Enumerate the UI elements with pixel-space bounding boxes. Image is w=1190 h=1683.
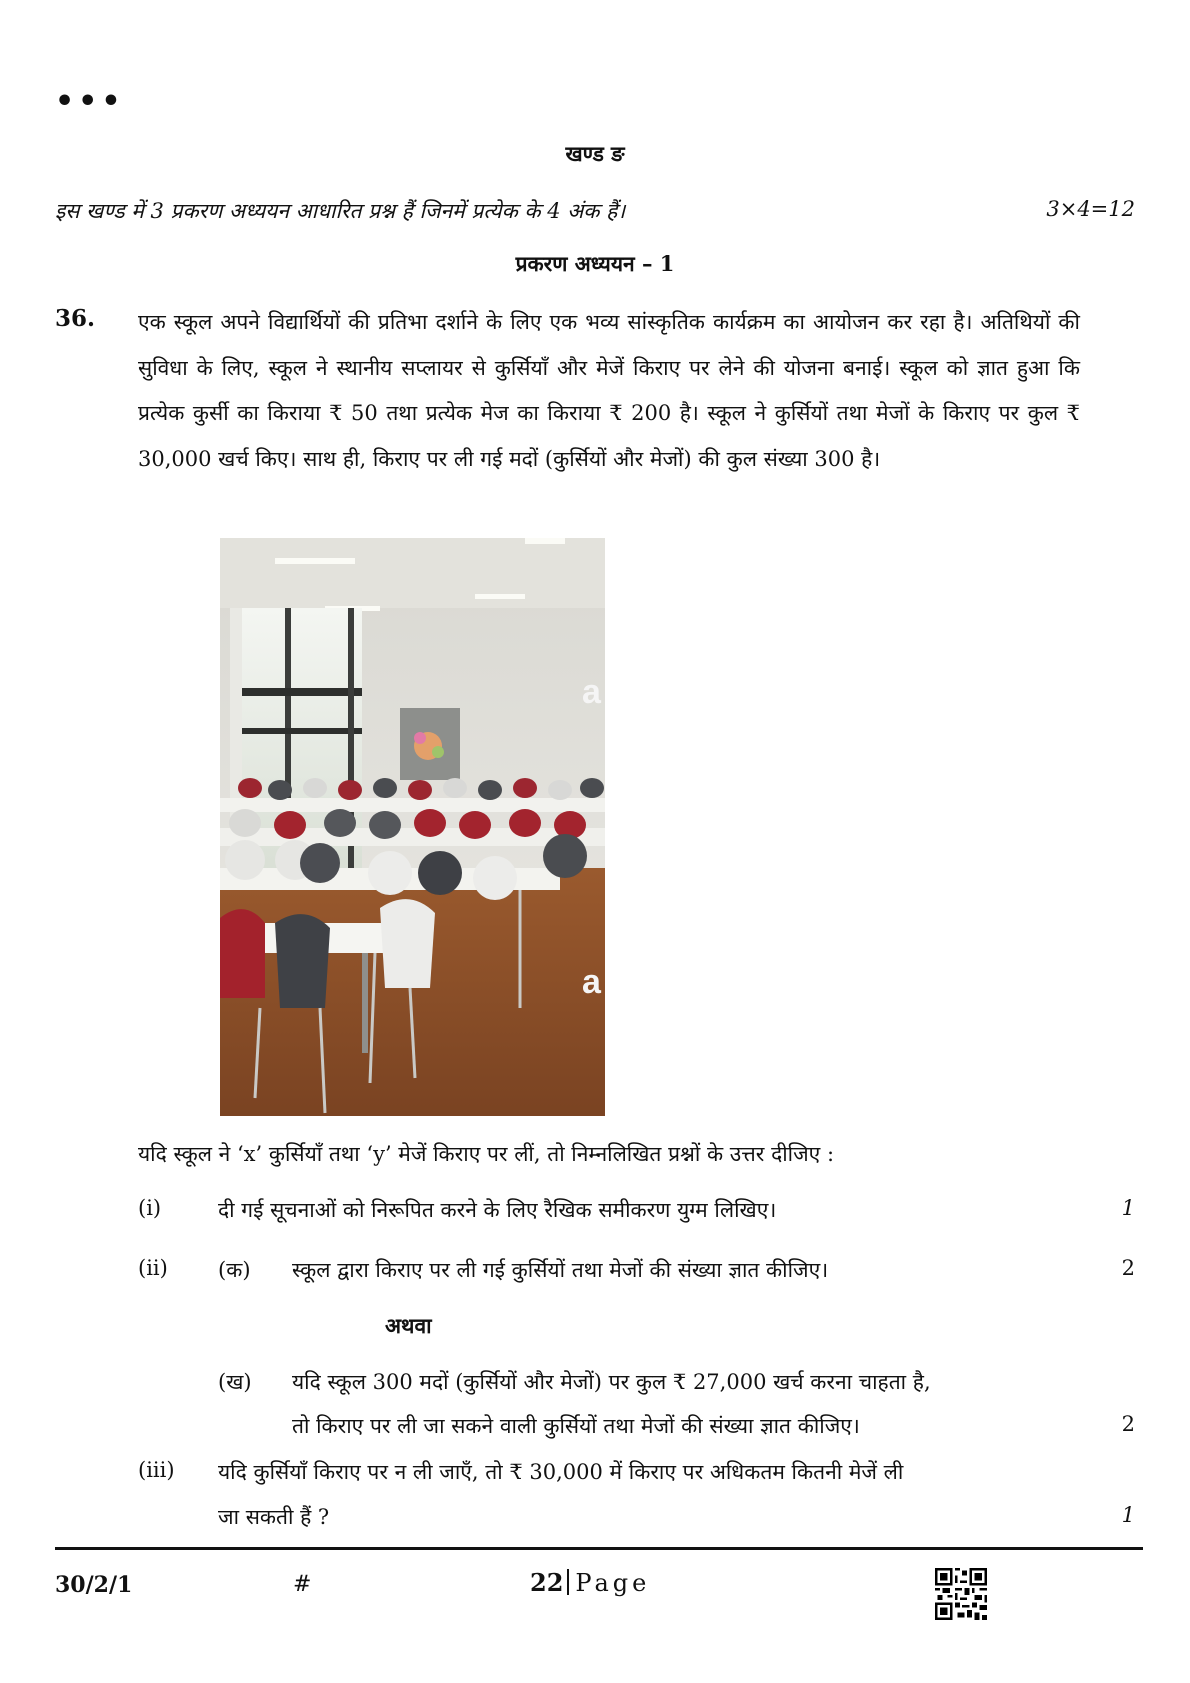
part-ii-label: (ii) xyxy=(138,1256,168,1280)
or-label: अथवा xyxy=(385,1313,432,1338)
section-instruction: इस खण्ड में 3 प्रकरण अध्ययन आधारित प्रश्न हैं जिनमें प्रत्येक के 4 अंक हैं। xyxy=(55,199,626,223)
question-number: 36. xyxy=(55,305,96,332)
question-lead-in: यदि स्कूल ने ‘x’ कुर्सियाँ तथा ‘y’ मेजें किराए पर लीं, तो निम्नलिखित प्रश्नों के उत्तर दीजिए : xyxy=(138,1142,835,1166)
case-study-title: प्रकरण अध्ययन – 1 xyxy=(515,251,675,276)
classroom-photo xyxy=(220,538,605,1116)
section-title: खण्ड ङ xyxy=(565,141,625,166)
part-iii-marks: 1 xyxy=(1121,1503,1135,1527)
page-indicator xyxy=(530,1568,650,1597)
part-ii-b-marks: 2 xyxy=(1121,1412,1135,1436)
page-separator xyxy=(567,1569,569,1595)
part-i-text: दी गई सूचनाओं को निरूपित करने के लिए रैखिक समीकरण युग्म लिखिए। xyxy=(218,1198,777,1222)
classroom-illustration xyxy=(220,538,605,1116)
svg-text:a: a xyxy=(582,963,601,1001)
paper-code: 30/2/1 xyxy=(55,1572,133,1598)
part-ii-a-marks: 2 xyxy=(1121,1256,1135,1280)
page-word: Page xyxy=(575,1569,651,1597)
part-iii-text-line1: यदि कुर्सियाँ किराए पर न ली जाएँ, तो ₹ 30,000 में किराए पर अधिकतम कितनी मेजें ली xyxy=(218,1460,904,1484)
part-ii-a-label: (क) xyxy=(218,1258,251,1282)
part-i-marks: 1 xyxy=(1121,1196,1135,1220)
part-i-label: (i) xyxy=(138,1196,162,1220)
part-iii-label: (iii) xyxy=(138,1458,175,1482)
question-paragraph: एक स्कूल अपने विद्यार्थियों की प्रतिभा दर्शाने के लिए एक भव्य सांस्कृतिक कार्यक्रम का आयोजन कर रहा है। अतिथियों की सुविधा के लिए, स्कूल ने स्थानीय सप्लायर से कुर्सियाँ और मेजें किराए पर लेने की योजना बनाई। स्कूल को ज्ञात हुआ कि प्रत्येक कुर्सी का किराया ₹ 50 तथा प्रत्येक मेज का किराया ₹ 200 है। स्कूल ने कुर्सियों तथा मेजों के किराए पर कुल ₹ 30,000 खर्च किए। साथ ही, किराए पर ली गई मदों (कुर्सियों और मेजों) की कुल संख्या 300 है। xyxy=(138,310,1080,471)
part-ii-b-text-line2: तो किराए पर ली जा सकने वाली कुर्सियों तथा मेजों की संख्या ज्ञात कीजिए। xyxy=(292,1414,860,1438)
part-iii-text-line2: जा सकती हैं ? xyxy=(218,1505,330,1529)
part-ii-b-text-line1: यदि स्कूल 300 मदों (कुर्सियों और मेजों) पर कुल ₹ 27,000 खर्च करना चाहता है, xyxy=(292,1370,931,1394)
ellipsis-dots: ••• xyxy=(55,84,125,119)
footer-divider xyxy=(55,1547,1143,1550)
part-ii-b-label: (ख) xyxy=(218,1370,252,1394)
page-number: 22 xyxy=(530,1568,564,1597)
part-ii-a-text: स्कूल द्वारा किराए पर ली गई कुर्सियों तथा मेजों की संख्या ज्ञात कीजिए। xyxy=(292,1258,829,1282)
qr-code-icon xyxy=(935,1568,987,1620)
hash-mark: # xyxy=(293,1572,312,1597)
svg-text:a: a xyxy=(582,673,601,711)
section-marks: 3×4=12 xyxy=(1046,197,1135,221)
